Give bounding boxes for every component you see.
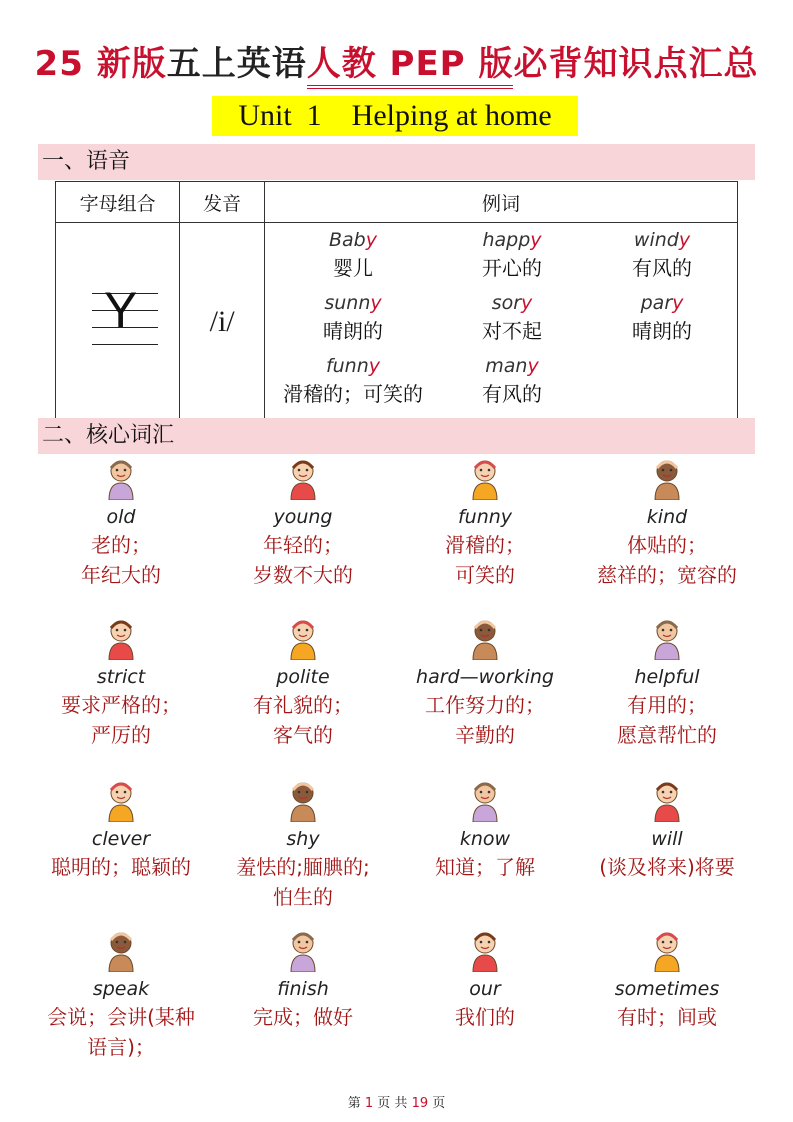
phonetic-symbol: /i/ [180,223,265,421]
vocab-meaning-line-2: 愿意帮忙的 [617,723,717,747]
vocab-card [394,616,576,778]
vocab-word: polite [276,666,330,688]
example-word [587,227,737,254]
vocab-meaning-line-1: 年轻的； [263,533,343,557]
vocab-card [212,928,394,1088]
vocab-row [30,778,770,928]
vocab-word: funny [457,506,513,528]
example-word-ending: y [527,355,539,377]
title-part-1: 25 新版 [34,44,167,84]
girl-writing-icon [281,928,325,976]
vocab-card [576,928,758,1088]
vocab-word: finish [277,978,329,1000]
example-word-stem: happ [482,229,531,251]
vocab-meaning-line-1: 我们的 [455,1005,515,1029]
title-part-3: 人教 PEP 版 [307,44,514,89]
vocab-row [30,616,770,778]
vocab-row [30,456,770,616]
section-phonics-heading: 一、语音 [38,144,755,180]
children-group-icon [463,928,507,976]
calendar-icon [645,778,689,826]
vocab-word: hard—working [416,666,554,688]
phonics-table [55,181,738,421]
example-word-ending: y [370,292,382,314]
vocab-meaning-line-1: 有礼貌的； [253,693,353,717]
vocab-meaning-line-2: 辛勤的 [455,723,515,747]
example-word [269,353,437,380]
example-word-stem: sor [491,292,522,314]
clown-icon [463,456,507,504]
vocab-card [212,778,394,928]
teacher-scolding-icon [99,616,143,664]
example-meaning: 晴朗的 [632,319,692,343]
page-number: 1 [364,1096,374,1111]
example-word-stem: Bab [329,229,366,251]
example-word-ending: y [368,355,381,377]
vocab-meaning-line-2: 语言)； [87,1035,155,1059]
vocab-meaning-line-1: 会说；会讲(某种 [47,1005,195,1029]
example-word-ending: y [365,229,377,251]
example-meaning: 对不起 [482,319,542,343]
vocab-meaning-line-2: 怕生的 [273,885,333,909]
vocab-word: know [459,828,511,850]
footer-suffix: 页 [428,1096,446,1111]
vocab-meaning-line-1: 知道；了解 [435,855,535,879]
boy-computer-icon [463,616,507,664]
unit-title: Unit 1 Helping at home [212,96,578,136]
vocab-meaning-line-2: 慈祥的；宽容的 [597,563,737,587]
vocab-card [576,778,758,928]
vocab-word: young [273,506,333,528]
example-meaning: 婴儿 [333,256,373,280]
vocab-meaning-line-1: 体贴的； [627,533,707,557]
grandmother-icon [99,456,143,504]
clock-icon [645,928,689,976]
vocab-meaning-line-1: 羞怯的;腼腆的; [236,855,370,879]
vocab-meaning-line-1: 要求严格的； [61,693,181,717]
vocab-card [394,778,576,928]
vocab-meaning-line-2: 年纪大的 [81,563,161,587]
letter-y: Y [104,281,138,338]
child-greeting-icon [281,616,325,664]
footer-prefix: 第 [347,1096,365,1111]
page-footer [0,1092,793,1111]
example-word-item [587,290,737,353]
example-word-item [587,227,737,290]
example-word-stem: sunn [324,292,371,314]
vocab-card [576,616,758,778]
vocab-card [576,456,758,616]
girl-icon [281,456,325,504]
vocab-meaning-line-2: 可笑的 [455,563,515,587]
example-meaning: 滑稽的；可笑的 [283,382,423,406]
example-word-item [437,290,587,353]
letter-cell [56,223,180,421]
vocab-meaning-line-1: 聪明的；聪颖的 [51,855,191,879]
example-word-item [269,353,437,416]
vocab-meaning-line-1: 完成；做好 [253,1005,353,1029]
example-word-stem: par [640,292,673,314]
thinking-boy-icon [463,778,507,826]
example-word-stem: man [485,355,528,377]
vocab-meaning-line-1: 有时；间或 [617,1005,717,1029]
vocab-card [30,616,212,778]
title-part-4: 必背知识点汇总 [513,44,759,84]
thinking-girl-icon [99,778,143,826]
header-sound: 发音 [180,182,265,223]
example-meaning: 有风的 [632,256,692,280]
example-meaning: 晴朗的 [323,319,383,343]
examples-cell [265,223,738,421]
example-word-ending: y [521,292,533,314]
example-word [437,227,587,254]
page-title [0,36,793,85]
vocab-meaning-line-1: 老的； [91,533,151,557]
example-word-ending: y [678,229,691,251]
vocab-word: our [469,978,501,1000]
example-word [587,290,737,317]
vocab-card [30,928,212,1088]
example-word [437,353,587,380]
vocab-card [30,456,212,616]
vocab-meaning-line-1: 滑稽的； [445,533,525,557]
vocab-meaning-line-2: 严厉的 [91,723,151,747]
example-word [269,227,437,254]
vocab-meaning-line-2: 岁数不大的 [253,563,353,587]
section-vocab-heading: 二、核心词汇 [38,418,755,454]
example-word-ending: y [530,229,542,251]
speaking-people-icon [99,928,143,976]
example-word-item [437,227,587,290]
vocab-word: old [106,506,136,528]
vocab-meaning-line-1: 有用的； [627,693,707,717]
example-word-stem: funn [325,355,369,377]
vocab-word: helpful [634,666,700,688]
header-examples: 例词 [265,182,738,223]
vocab-meaning-line-2: 客气的 [273,723,333,747]
example-meaning: 开心的 [482,256,542,280]
vocab-card [212,616,394,778]
grandparents-icon [645,456,689,504]
vocab-row [30,928,770,1088]
example-word-item [269,290,437,353]
vocab-card [394,928,576,1088]
header-letter-combo: 字母组合 [56,182,180,223]
vocab-meaning-line-1: (谈及将来)将要 [599,855,735,879]
vocab-card [394,456,576,616]
vocab-word: will [651,828,683,850]
shy-girl-icon [281,778,325,826]
vocab-word: strict [96,666,146,688]
vocab-card [30,778,212,928]
kids-helping-icon [645,616,689,664]
example-word-item [437,353,587,416]
example-word [269,290,437,317]
vocab-word: kind [646,506,688,528]
example-meaning: 有风的 [482,382,542,406]
title-part-2: 五上英语 [166,44,307,84]
vocab-word: shy [286,828,320,850]
vocab-card [212,456,394,616]
vocab-word: speak [92,978,150,1000]
footer-middle: 页 共 [373,1096,412,1111]
vocabulary-grid [30,456,770,1088]
total-pages: 19 [411,1096,429,1111]
vocab-meaning-line-1: 工作努力的； [425,693,545,717]
example-word-item [269,227,437,290]
example-word [437,290,587,317]
example-word-ending: y [672,292,684,314]
vocab-word: sometimes [614,978,720,1000]
example-word-stem: wind [633,229,679,251]
vocab-word: clever [91,828,151,850]
